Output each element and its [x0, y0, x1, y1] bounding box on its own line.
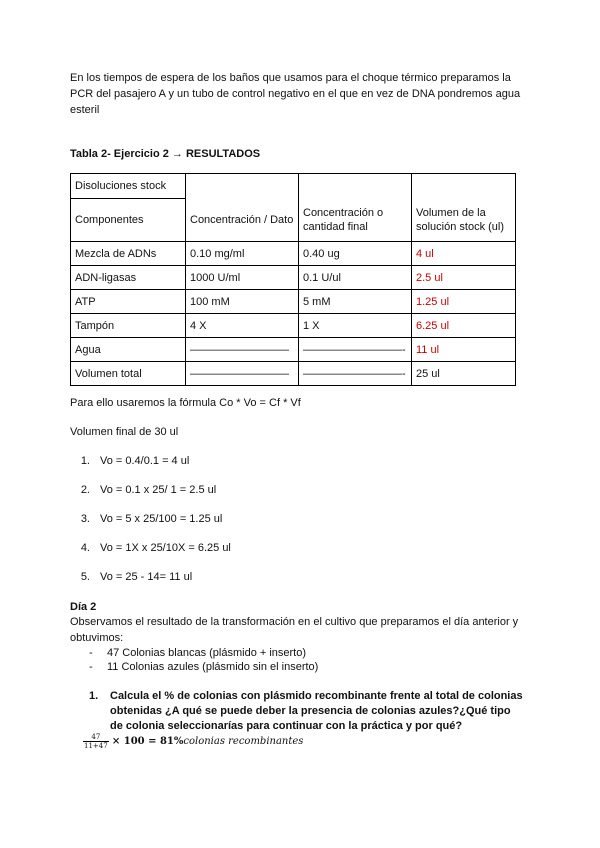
- cell-final: —————————-: [299, 338, 412, 362]
- formula-rest: [112, 736, 304, 747]
- table-row: [71, 266, 516, 290]
- cell-volume: 2.5 ul: [412, 266, 516, 290]
- question-line: obtenidas ¿A qué se puede deber la presencia de colonias azules?¿Qué tipo: [110, 705, 511, 717]
- cell-volume: 11 ul: [412, 338, 516, 362]
- cell-concentration: —————————: [186, 362, 299, 386]
- day2-paragraph: Observamos el resultado de la transformación en el cultivo que preparamos el día anterior y obtuvimos:: [70, 616, 519, 644]
- cell-final: 1 X: [299, 314, 412, 338]
- cell-final: 0.40 ug: [299, 242, 412, 266]
- table-row: [71, 362, 516, 386]
- list-number: 1.: [80, 455, 90, 467]
- question-line: Calcula el % de colonias con plásmido recombinante frente al total de colonias: [110, 690, 523, 702]
- table-group-header: Disoluciones stock: [71, 174, 186, 199]
- bullet-text: 47 Colonias blancas (plásmido + inserto): [107, 647, 307, 659]
- cell-concentration: —————————: [186, 338, 299, 362]
- table-empty-cell: [299, 174, 412, 199]
- cell-final: —————————-: [299, 362, 412, 386]
- question-line: de colonia seleccionarías para continuar con la práctica y por qué?: [110, 720, 463, 732]
- question-number: 1.: [89, 690, 99, 702]
- cell-volume: 4 ul: [412, 242, 516, 266]
- list-text: Vo = 25 - 14= 11 ul: [100, 571, 193, 583]
- cell-final: 5 mM: [299, 290, 412, 314]
- table-header-row: [71, 199, 516, 242]
- list-number: 5.: [80, 571, 90, 583]
- day2-heading: Día 2: [70, 601, 97, 613]
- table-row: [71, 314, 516, 338]
- list-text: Vo = 5 x 25/100 = 1.25 ul: [100, 513, 223, 525]
- cell-component: ADN-ligasas: [71, 266, 186, 290]
- table-row: [71, 290, 516, 314]
- cell-component: Agua: [71, 338, 186, 362]
- cell-component: Tampón: [71, 314, 186, 338]
- col-header: Concentración o cantidad final: [299, 199, 412, 242]
- formula-label: colonias recombinantes: [183, 736, 304, 747]
- fraction-numerator: 47: [83, 733, 109, 742]
- col-header: Concentración / Dato: [186, 199, 299, 242]
- col-header: Componentes: [71, 199, 186, 242]
- intro-paragraph: En los tiempos de espera de los baños que usamos para el choque térmico preparamos la PCR del pasajero A y un tubo de control negativo en el que en vez de DNA pondremos agua esteril: [70, 72, 521, 116]
- cell-component: Volumen total: [71, 362, 186, 386]
- col-header: Volumen de la solución stock (ul): [412, 199, 516, 242]
- fraction-denominator: 11+47: [84, 742, 108, 750]
- cell-concentration: 0.10 mg/ml: [186, 242, 299, 266]
- final-volume-sentence: Volumen final de 30 ul: [70, 426, 179, 438]
- bullet-dash: -: [89, 661, 93, 673]
- table-empty-cell: [412, 174, 516, 199]
- table-title: Tabla 2- Ejercicio 2 → RESULTADOS: [70, 148, 261, 160]
- table-empty-cell: [186, 174, 299, 199]
- cell-volume: 6.25 ul: [412, 314, 516, 338]
- cell-volume: 25 ul: [412, 362, 516, 386]
- table-row: [71, 338, 516, 362]
- list-text: Vo = 0.1 x 25/ 1 = 2.5 ul: [100, 484, 217, 496]
- cell-component: Mezcla de ADNs: [71, 242, 186, 266]
- cell-volume: 1.25 ul: [412, 290, 516, 314]
- bullet-dash: -: [89, 647, 93, 659]
- table-group-row: [71, 174, 516, 199]
- list-text: Vo = 0.4/0.1 = 4 ul: [100, 455, 190, 467]
- fraction: [83, 733, 109, 750]
- cell-final: 0.1 U/ul: [299, 266, 412, 290]
- bullet-text: 11 Colonias azules (plásmido sin el inserto): [107, 661, 319, 673]
- cell-concentration: 1000 U/ml: [186, 266, 299, 290]
- list-number: 4.: [80, 542, 90, 554]
- cell-component: ATP: [71, 290, 186, 314]
- results-table: [70, 173, 516, 386]
- percentage-formula: [83, 733, 303, 750]
- formula-sentence: Para ello usaremos la fórmula Co * Vo = Cf * Vf: [70, 397, 301, 409]
- formula-result: × 100 = 81%: [111, 736, 184, 747]
- list-number: 3.: [80, 513, 90, 525]
- cell-concentration: 100 mM: [186, 290, 299, 314]
- list-number: 2.: [80, 484, 90, 496]
- cell-concentration: 4 X: [186, 314, 299, 338]
- table-row: [71, 242, 516, 266]
- list-text: Vo = 1X x 25/10X = 6.25 ul: [100, 542, 231, 554]
